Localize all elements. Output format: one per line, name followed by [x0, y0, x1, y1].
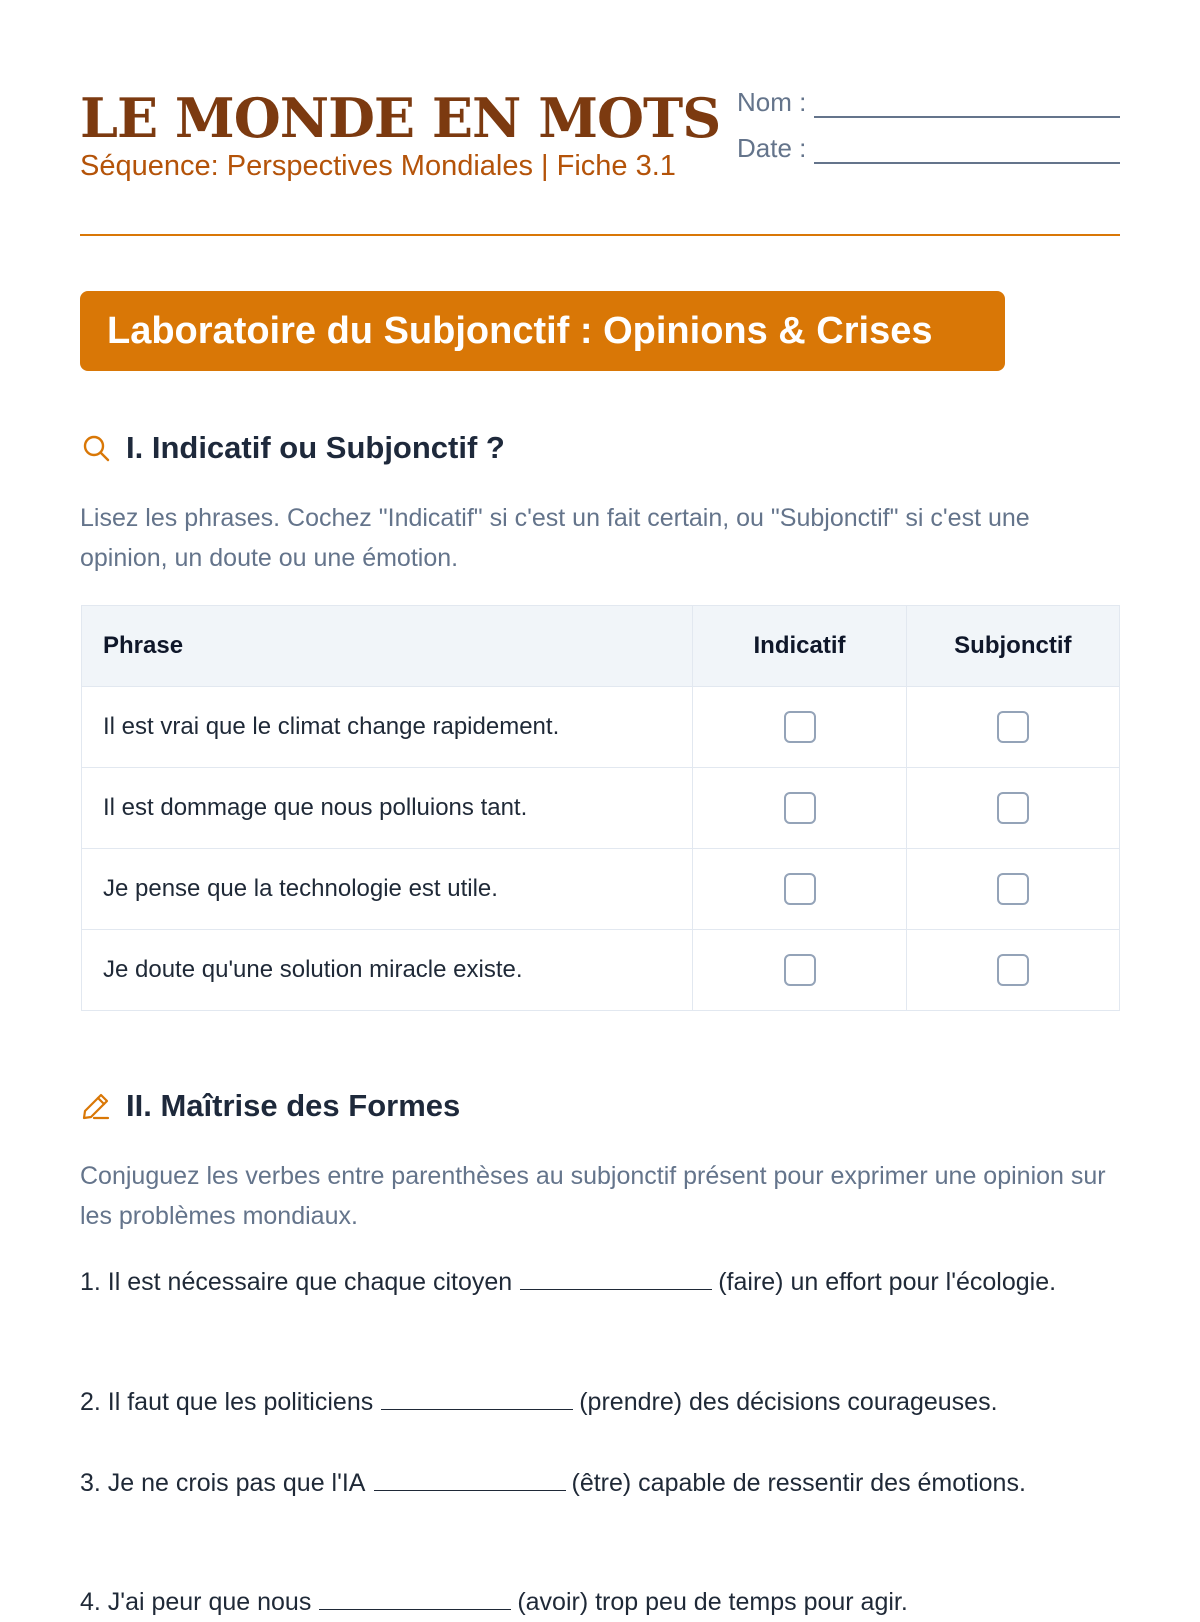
exercise-prompt: 1. Il est nécessaire que chaque citoyen [80, 1268, 513, 1296]
section-1-heading [80, 428, 505, 468]
phrase-cell: Il est vrai que le climat change rapidement. [82, 687, 693, 768]
exercise-item [80, 1382, 1120, 1422]
date-label: Date : [737, 133, 807, 163]
phrase-cell: Il est dommage que nous polluions tant. [82, 768, 693, 849]
section-1-title: I. Indicatif ou Subjonctif ? [126, 430, 505, 465]
header-indicatif: Indicatif [693, 606, 906, 687]
section-2-title: II. Maîtrise des Formes [126, 1088, 461, 1123]
pencil-icon [80, 1090, 112, 1122]
indicatif-subjonctif-table [81, 605, 1120, 1011]
header-subjonctif: Subjonctif [906, 606, 1119, 687]
search-icon [80, 432, 112, 464]
name-field[interactable] [737, 86, 1120, 118]
table-row [82, 768, 1120, 849]
exercise-prompt: 3. Je ne crois pas que l'IA [80, 1469, 366, 1497]
subjonctif-checkbox[interactable] [997, 873, 1029, 905]
exercise-item [80, 1582, 1120, 1622]
table-header-row [82, 606, 1120, 687]
answer-blank[interactable] [381, 1387, 573, 1410]
section-2-instructions: Conjuguez les verbes entre parenthèses au subjonctif présent pour exprimer une opinion sur les problèmes mondiaux. [80, 1162, 1106, 1230]
answer-blank[interactable] [374, 1468, 566, 1491]
indicatif-checkbox[interactable] [784, 954, 816, 986]
exercise-verb-hint: (avoir) trop peu de temps pour agir. [517, 1588, 908, 1616]
name-line[interactable] [814, 94, 1120, 118]
subjonctif-checkbox[interactable] [997, 711, 1029, 743]
phrase-cell: Je doute qu'une solution miracle existe. [82, 930, 693, 1011]
header-phrase: Phrase [82, 606, 693, 687]
exercise-item [80, 1262, 1120, 1302]
sequence-subtitle: Séquence: Perspectives Mondiales | Fiche 3.1 [80, 150, 676, 182]
phrase-cell: Je pense que la technologie est utile. [82, 849, 693, 930]
date-field[interactable] [737, 132, 1120, 164]
brand-title: LE MONDE EN MOTS [80, 86, 721, 150]
subjonctif-checkbox[interactable] [997, 954, 1029, 986]
exercise-verb-hint: (faire) un effort pour l'écologie. [718, 1268, 1057, 1296]
table-row [82, 849, 1120, 930]
exercise-verb-hint: (prendre) des décisions courageuses. [579, 1388, 998, 1416]
section-1-instructions: Lisez les phrases. Cochez "Indicatif" si c'est un fait certain, ou "Subjonctif" si c'est une opinion, un doute ou une émotion. [80, 504, 1030, 572]
exercise-verb-hint: (être) capable de ressentir des émotions. [571, 1469, 1026, 1497]
worksheet-banner: Laboratoire du Subjonctif : Opinions & Crises [80, 291, 1005, 371]
name-label: Nom : [737, 87, 807, 117]
worksheet-header [80, 88, 1120, 236]
subjonctif-checkbox[interactable] [997, 792, 1029, 824]
indicatif-checkbox[interactable] [784, 711, 816, 743]
exercise-prompt: 4. J'ai peur que nous [80, 1588, 312, 1616]
indicatif-checkbox[interactable] [784, 792, 816, 824]
section-2-heading [80, 1086, 460, 1126]
indicatif-checkbox[interactable] [784, 873, 816, 905]
table-row [82, 930, 1120, 1011]
exercise-item [80, 1463, 1120, 1503]
exercise-prompt: 2. Il faut que les politiciens [80, 1388, 374, 1416]
table-row [82, 687, 1120, 768]
answer-blank[interactable] [520, 1267, 712, 1290]
answer-blank[interactable] [319, 1587, 511, 1610]
date-line[interactable] [814, 140, 1120, 164]
